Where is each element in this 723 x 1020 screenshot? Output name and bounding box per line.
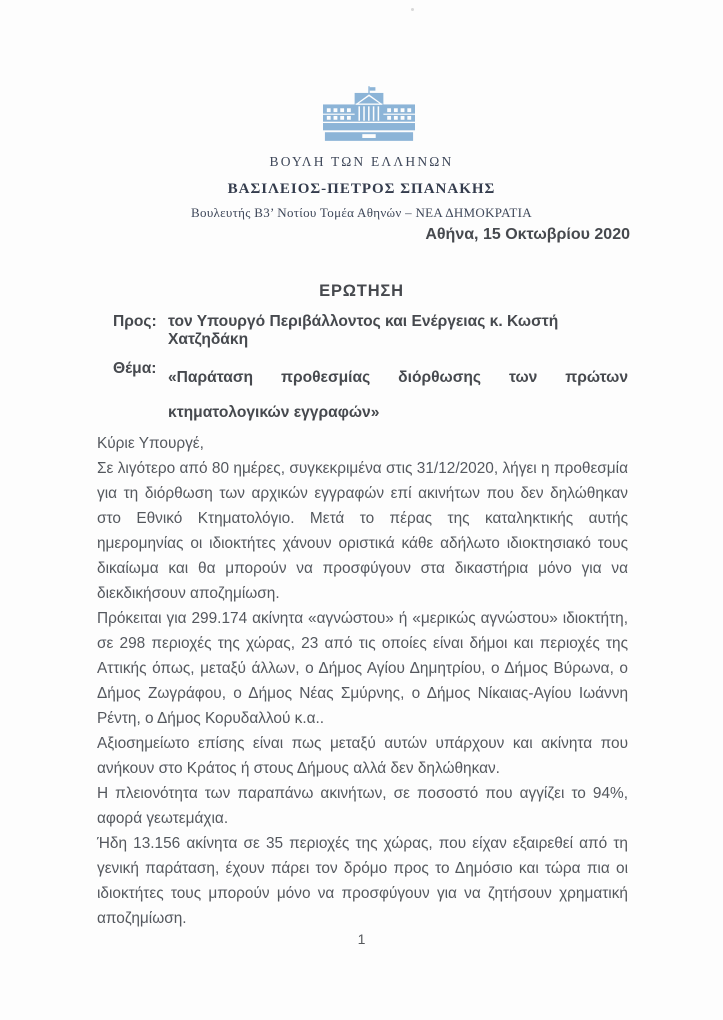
mp-name: ΒΑΣΙΛΕΙΟΣ-ΠΕΤΡΟΣ ΣΠΑΝΑΚΗΣ <box>227 181 496 197</box>
paragraph: Αξιοσημείωτο επίσης είναι πως μεταξύ αυτών υπάρχουν και ακίνητα που ανήκουν στο Κράτος ή στους Δήμους αλλά δεν δηλώθηκαν. <box>97 735 628 777</box>
mp-title: Βουλευτής Β3’ Νοτίου Τομέα Αθηνών – ΝΕΑ ΔΗΜΟΚΡΑΤΙΑ <box>191 205 532 220</box>
paragraph: Η πλειονότητα των παραπάνω ακινήτων, σε ποσοστό που αγγίζει το 94%, αφορά γεωτεμάχια. <box>97 785 628 827</box>
paragraph: Ήδη 13.156 ακίνητα σε 35 περιοχές της χώρας, που είχαν εξαιρεθεί από τη γενική παράταση, έχουν πάρει τον δρόμο προς το Δημόσιο και τώρα πια οι ιδιοκτήτες τους μπορούν μόνο να προσφύγουν για να ζητήσουν χρηματική αποζημίωση. <box>97 835 628 927</box>
subject-label: Θέμα: <box>113 360 157 377</box>
letter-body <box>97 431 628 931</box>
scan-artifact-dot <box>411 8 414 11</box>
recipient-row <box>113 313 633 349</box>
to-label: Προς: <box>113 313 157 330</box>
date-line: Αθήνα, 15 Οκτωβρίου 2020 <box>425 226 630 243</box>
paragraph: Πρόκειται για 299.174 ακίνητα «αγνώστου» ή «μερικώς αγνώστου» ιδιοκτήτη, σε 298 περιοχές της χώρας, 23 από τις οποίες είναι δήμοι και περιοχές της Αττικής όπως, μεταξύ άλλων, ο Δήμος Αγίου Δημητρίου, ο Δήμος Βύρωνα, ο Δήμος Ζωγράφου, ο Δήμος Νέας Σμύρνης, ο Δήμος Νίκαιας-Αγίου Ιωάννη Ρέντη, ο Δήμος Κορυδαλλού κ.α.. <box>97 610 628 727</box>
salutation: Κύριε Υπουργέ, <box>97 435 204 452</box>
institution-name: ΒΟΥΛΗ ΤΩΝ ΕΛΛΗΝΩΝ <box>269 154 454 169</box>
parliament-building-icon <box>323 86 415 143</box>
to-value: τον Υπουργό Περιβάλλοντος και Ενέργειας κ. Κωστή Χατζηδάκη <box>168 313 559 348</box>
subject-row <box>113 360 633 430</box>
letterhead <box>0 86 723 221</box>
document-title: ΕΡΩΤΗΣΗ <box>319 282 404 300</box>
paragraph: Σε λιγότερο από 80 ημέρες, συγκεκριμένα στις 31/12/2020, λήγει η προθεσμία για τη διόρθωση των αρχικών εγγραφών επί ακινήτων που δεν δηλώθηκαν στο Εθνικό Κτηματολόγιο. Μετά το πέρας της καταληκτικής αυτής ημερομηνίας οι ιδιοκτήτες χάνουν οριστικά κάθε αδήλωτο ιδιοκτησιακό τους δικαίωμα και θα μπορούν να προσφύγουν στα δικαστήρια μόνο για να διεκδικήσουν αποζημίωση. <box>97 460 628 602</box>
parliament-logo <box>323 86 415 143</box>
page-number: 1 <box>357 931 366 947</box>
subject-value: «Παράταση προθεσμίας διόρθωσης των πρώτων κτηματολογικών εγγραφών» <box>168 369 628 421</box>
